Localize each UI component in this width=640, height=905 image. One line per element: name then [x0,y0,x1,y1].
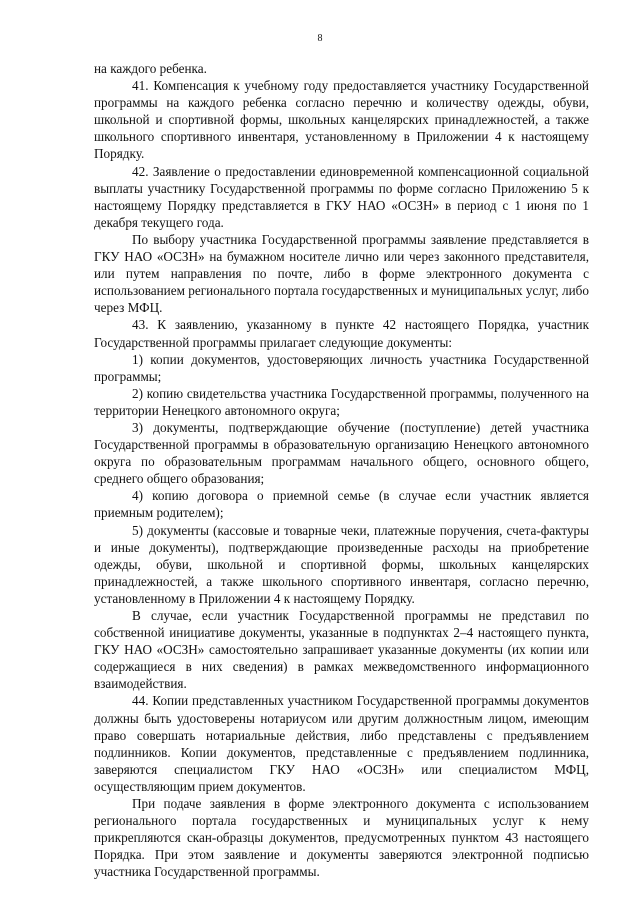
list-item-2: 2) копию свидетельства участника Государственной программы, полученного на территории Ненецкого автономного округа; [94,385,589,418]
paragraph-item-42: 42. Заявление о предоставлении единовременной компенсационной социальной выплаты участнику Государственной программы по форме согласно Приложению 5 к настоящему Порядку представляется в ГКУ НАО «ОСЗН» в период с 1 июня по 1 декабря текущего года. [94,163,589,230]
page-number: 8 [317,33,323,44]
list-item-4: 4) копию договора о приемной семье (в случае если участник является приемным родителем); [94,488,589,521]
paragraph-item-44: 44. Копии представленных участником Государственной программы документов должны быть удостоверены нотариусом или другим должностным лицом, имеющим право совершать нотариальные действия, либо представлены с предъявлением подлинников. Копии документов, представленные с предъявлением подлинника, заверяются специалистом ГКУ НАО «ОСЗН» или специалистом МФЦ, осуществляющим прием документов. [94,693,589,794]
document-body [94,60,589,881]
list-item-3: 3) документы, подтверждающие обучение (поступление) детей участника Государственной программы в образовательную организацию Ненецкого автономного округа по образовательным программам начального общего, основного общего, среднего общего образования; [94,419,589,487]
list-item-5: 5) документы (кассовые и товарные чеки, платежные поручения, счета-фактуры и иные документы), подтверждающие произведенные расходы на приобретение одежды, обуви, школьной и спортивной формы, школьных канцелярских принадлежностей, а также школьного спортивного инвентаря, согласно перечню, установленному в Приложении 4 к настоящему Порядку. [94,522,589,606]
paragraph-item-43: 43. К заявлению, указанному в пункте 42 настоящего Порядка, участник Государственной программы прилагает следующие документы: [94,317,589,350]
paragraph-interagency-request: В случае, если участник Государственной программы не представил по собственной инициативе документы, указанные в подпунктах 2–4 настоящего пункта, ГКУ НАО «ОСЗН» самостоятельно запрашивает указанные документы (их копии или содержащиеся в них сведения) в рамках межведомственного информационного взаимодействия. [94,608,589,692]
paragraph-item-41: 41. Компенсация к учебному году предоставляется участнику Государственной программы на каждого ребенка согласно перечню и количеству одежды, обуви, школьной и спортивной формы, школьных канцелярских принадлежностей, а также школьного спортивного инвентаря, установленному в Приложении 4 к настоящему Порядку. [94,78,589,162]
paragraph-submission-options: По выбору участника Государственной программы заявление представляется в ГКУ НАО «ОСЗН» на бумажном носителе лично или через законного представителя, или путем направления по почте, либо в форме электронного документа с использованием регионального портала государственных и муниципальных услуг, либо через МФЦ. [94,231,589,316]
list-item-1: 1) копии документов, удостоверяющих личность участника Государственной программы; [94,351,589,384]
paragraph-continuation: на каждого ребенка. [94,61,207,76]
paragraph-electronic-submission: При подаче заявления в форме электронного документа с использованием регионального портала государственных и муниципальных услуг к нему прикрепляются скан-образцы документов, предусмотренных пунктом 43 настоящего Порядка. При этом заявление и документы заверяются электронной подписью участника Государственной программы. [94,796,589,880]
